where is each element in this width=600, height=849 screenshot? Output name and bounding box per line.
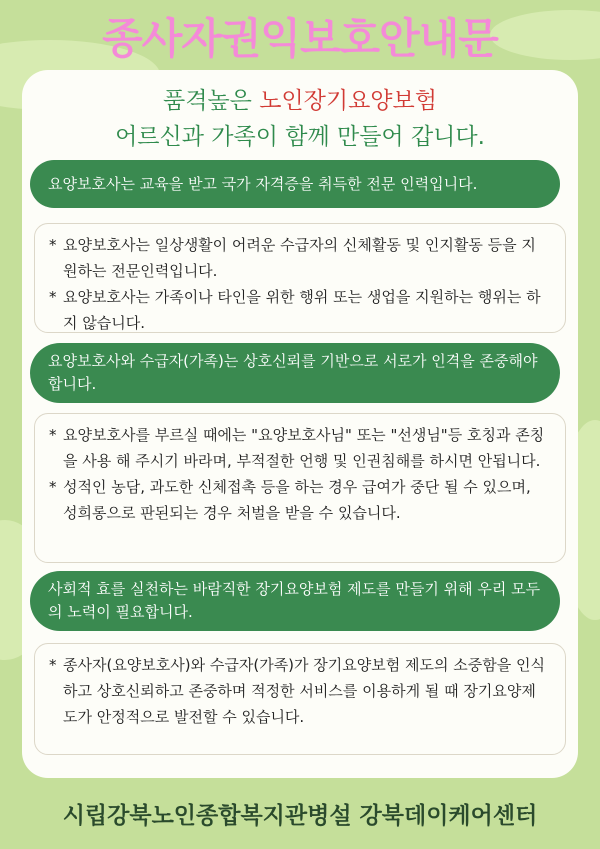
banner-text: 요양보호사와 수급자(가족)는 상호신뢰를 기반으로 서로가 인격을 존중해야 합니다. bbox=[48, 352, 538, 393]
list-item-text: 요양보호사를 부르실 때에는 "요양보호사님" 또는 "선생님"등 호칭과 존칭을 사용 해 주시기 바라며, 부적절한 언행 및 인권침해를 하시면 안됩니다. bbox=[63, 426, 545, 470]
banner-text: 사회적 효를 실천하는 바람직한 장기요양보험 제도를 만들기 위해 우리 모두의 노력이 필요합니다. bbox=[48, 580, 541, 621]
lead-line-2: 어르신과 가족이 함께 만들어 갑니다. bbox=[115, 124, 485, 150]
banner-text: 요양보호사는 교육을 받고 국가 자격증을 취득한 전문 인력입니다. bbox=[48, 174, 478, 193]
bullet-mark: * bbox=[49, 656, 57, 674]
info-box bbox=[34, 643, 566, 755]
list-item bbox=[49, 284, 549, 336]
section-banner bbox=[30, 160, 560, 208]
list-item bbox=[49, 232, 549, 284]
section-banner bbox=[30, 343, 560, 403]
bullet-mark: * bbox=[49, 288, 57, 306]
list-item bbox=[49, 422, 549, 474]
bullet-mark: * bbox=[49, 478, 57, 496]
bullet-mark: * bbox=[49, 236, 57, 254]
section-banner bbox=[30, 571, 560, 631]
info-box bbox=[34, 223, 566, 333]
list-item bbox=[49, 474, 549, 526]
list-item-text: 종사자(요양보호사)와 수급자(가족)가 장기요양보험 제도의 소중함을 인식하고 상호신뢰하고 존중하며 적정한 서비스를 이용하게 될 때 장기요양제도가 안정적으로 발전할 수 있습니다. bbox=[63, 656, 545, 726]
list-item-text: 요양보호사는 가족이나 타인을 위한 행위 또는 생업을 지원하는 행위는 하지 않습니다. bbox=[63, 288, 541, 332]
bullet-mark: * bbox=[49, 426, 57, 444]
footer-organization: 시립강북노인종합복지관병설 강북데이케어센터 bbox=[62, 803, 538, 829]
list-item-text: 성적인 농담, 과도한 신체접촉 등을 하는 경우 급여가 중단 될 수 있으며, 성희롱으로 판된되는 경우 처벌을 받을 수 있습니다. bbox=[63, 478, 531, 522]
info-box bbox=[34, 413, 566, 563]
lead-prefix: 품격높은 bbox=[163, 88, 260, 114]
page-title: 종사자권익보호안내문 bbox=[102, 14, 498, 63]
list-item-text: 요양보호사는 일상생활이 어려운 수급자의 신체활동 및 인지활동 등을 지원하는 전문인력입니다. bbox=[63, 236, 536, 280]
lead-line-1 bbox=[0, 82, 600, 115]
lead-highlight: 노인장기요양보험 bbox=[259, 88, 437, 114]
list-item bbox=[49, 652, 549, 730]
